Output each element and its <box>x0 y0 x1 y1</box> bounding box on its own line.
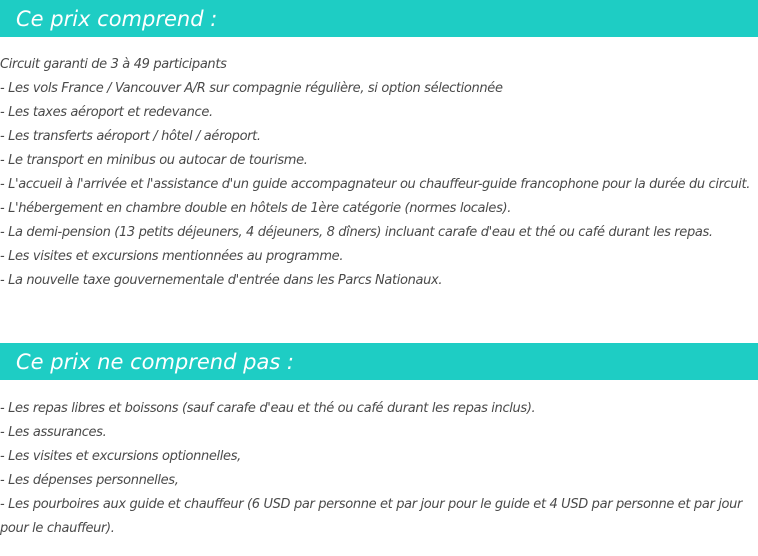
list-item: - L'hébergement en chambre double en hôtels de 1ère catégorie (normes locales). <box>0 201 512 216</box>
excludes-list <box>0 397 758 541</box>
includes-header <box>0 0 758 37</box>
includes-list <box>0 53 758 293</box>
list-item: - Les transferts aéroport / hôtel / aéroport. <box>0 129 261 144</box>
list-item: - Les assurances. <box>0 425 107 440</box>
list-item: Circuit garanti de 3 à 49 participants <box>0 57 227 72</box>
list-item: - La nouvelle taxe gouvernementale d'entrée dans les Parcs Nationaux. <box>0 273 443 288</box>
list-item: - Les visites et excursions optionnelles, <box>0 449 241 464</box>
list-item: - L'accueil à l'arrivée et l'assistance d'un guide accompagnateur ou chauffeur-guide francophone pour la durée du circuit. <box>0 177 751 192</box>
list-item: - Les taxes aéroport et redevance. <box>0 105 213 120</box>
list-item: - Les pourboires aux guide et chauffeur (6 USD par personne et par jour pour le guide et 4 USD par personne et par jour pour le chauffeur). <box>0 497 742 536</box>
list-item: - Le transport en minibus ou autocar de tourisme. <box>0 153 308 168</box>
list-item: - Les visites et excursions mentionnées au programme. <box>0 249 344 264</box>
list-item: - La demi-pension (13 petits déjeuners, 4 déjeuners, 8 dîners) incluant carafe d'eau et thé ou café durant les repas. <box>0 225 713 240</box>
includes-title: Ce prix comprend : <box>16 6 218 31</box>
excludes-header <box>0 343 758 380</box>
list-item: - Les repas libres et boissons (sauf carafe d'eau et thé ou café durant les repas inclus). <box>0 401 536 416</box>
excludes-title: Ce prix ne comprend pas : <box>16 349 295 374</box>
list-item: - Les vols France / Vancouver A/R sur compagnie régulière, si option sélectionnée <box>0 81 503 96</box>
list-item: - Les dépenses personnelles, <box>0 473 179 488</box>
